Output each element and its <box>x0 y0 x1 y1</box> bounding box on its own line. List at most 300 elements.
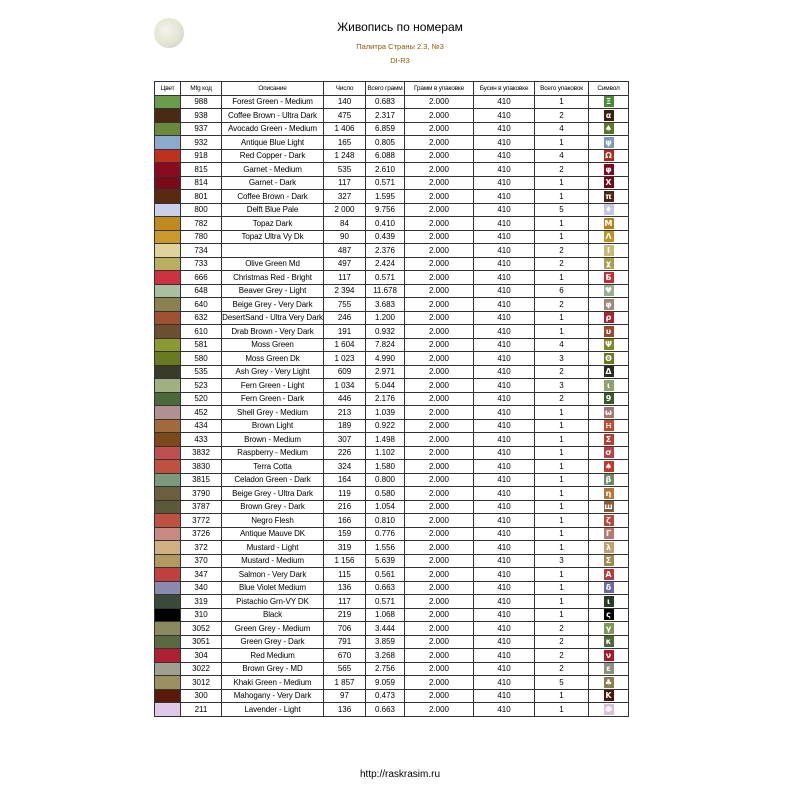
col-header-mfg: Mfg код <box>181 82 222 96</box>
grams-per-pack-cell: 2.000 <box>405 257 474 271</box>
total-grams-cell: 1.054 <box>366 500 405 514</box>
table-row <box>155 460 629 474</box>
description-cell: Lavender - Light <box>222 703 324 717</box>
table-row <box>155 338 629 352</box>
count-cell: 246 <box>324 311 366 325</box>
total-grams-cell: 0.571 <box>366 176 405 190</box>
count-cell: 97 <box>324 689 366 703</box>
symbol-cell <box>589 325 629 339</box>
grams-per-pack-cell: 2.000 <box>405 190 474 204</box>
beads-per-pack-cell: 410 <box>474 311 535 325</box>
beads-per-pack-cell: 410 <box>474 554 535 568</box>
beads-per-pack-cell: 410 <box>474 676 535 690</box>
total-grams-cell: 2.424 <box>366 257 405 271</box>
beads-per-pack-cell: 410 <box>474 649 535 663</box>
grams-per-pack-cell: 2.000 <box>405 433 474 447</box>
total-packs-cell: 5 <box>535 676 589 690</box>
mfg-code-cell: 937 <box>181 122 222 136</box>
symbol-cell <box>589 568 629 582</box>
count-cell: 166 <box>324 514 366 528</box>
count-cell: 164 <box>324 473 366 487</box>
beads-per-pack-cell: 410 <box>474 338 535 352</box>
description-cell: Green Grey - Dark <box>222 635 324 649</box>
palette-table <box>154 81 629 717</box>
total-packs-cell: 2 <box>535 163 589 177</box>
color-swatch <box>155 122 181 136</box>
description-cell: Antique Blue Light <box>222 136 324 150</box>
color-swatch <box>155 406 181 420</box>
symbol-glyph: Δ <box>605 367 612 377</box>
total-packs-cell: 4 <box>535 149 589 163</box>
description-cell: Fern Green - Light <box>222 379 324 393</box>
palette-subtitle: Палитра Страны 2.3, №3 <box>356 42 444 51</box>
description-cell: Fern Green - Dark <box>222 392 324 406</box>
table-row <box>155 109 629 123</box>
color-swatch <box>155 514 181 528</box>
symbol-glyph: Θ <box>605 353 612 363</box>
table-row <box>155 419 629 433</box>
grams-per-pack-cell: 2.000 <box>405 541 474 555</box>
total-grams-cell: 2.756 <box>366 662 405 676</box>
total-grams-cell: 0.571 <box>366 271 405 285</box>
symbol-cell <box>589 352 629 366</box>
symbol-cell <box>589 635 629 649</box>
color-swatch <box>155 136 181 150</box>
beads-per-pack-cell: 410 <box>474 257 535 271</box>
color-swatch <box>155 541 181 555</box>
symbol-cell <box>589 379 629 393</box>
description-cell: Moss Green Dk <box>222 352 324 366</box>
description-cell: Christmas Red - Bright <box>222 271 324 285</box>
count-cell: 535 <box>324 163 366 177</box>
total-grams-cell: 3.859 <box>366 635 405 649</box>
count-cell: 1 406 <box>324 122 366 136</box>
total-packs-cell: 1 <box>535 689 589 703</box>
mfg-code-cell: 932 <box>181 136 222 150</box>
color-swatch <box>155 149 181 163</box>
symbol-glyph: Ω <box>605 151 612 161</box>
total-grams-cell: 0.571 <box>366 595 405 609</box>
total-grams-cell: 2.376 <box>366 244 405 258</box>
symbol-cell <box>589 527 629 541</box>
symbol-glyph: M <box>604 218 613 228</box>
total-packs-cell: 3 <box>535 554 589 568</box>
beads-per-pack-cell: 410 <box>474 271 535 285</box>
total-grams-cell: 0.776 <box>366 527 405 541</box>
total-grams-cell: 1.595 <box>366 190 405 204</box>
symbol-cell <box>589 514 629 528</box>
beads-per-pack-cell: 410 <box>474 163 535 177</box>
count-cell: 497 <box>324 257 366 271</box>
grams-per-pack-cell: 2.000 <box>405 244 474 258</box>
color-swatch <box>155 554 181 568</box>
count-cell: 115 <box>324 568 366 582</box>
color-swatch <box>155 581 181 595</box>
grams-per-pack-cell: 2.000 <box>405 608 474 622</box>
count-cell: 791 <box>324 635 366 649</box>
table-row <box>155 203 629 217</box>
mfg-code-cell: 520 <box>181 392 222 406</box>
color-swatch <box>155 487 181 501</box>
total-packs-cell: 1 <box>535 581 589 595</box>
grams-per-pack-cell: 2.000 <box>405 176 474 190</box>
description-cell: Beige Grey - Very Dark <box>222 298 324 312</box>
grams-per-pack-cell: 2.000 <box>405 379 474 393</box>
description-cell: Forest Green - Medium <box>222 95 324 109</box>
description-cell: Black <box>222 608 324 622</box>
grams-per-pack-cell: 2.000 <box>405 622 474 636</box>
total-packs-cell: 4 <box>535 122 589 136</box>
symbol-glyph: ♥ <box>604 286 613 296</box>
total-packs-cell: 2 <box>535 244 589 258</box>
description-cell: Brown Light <box>222 419 324 433</box>
mfg-code-cell: 3051 <box>181 635 222 649</box>
color-swatch <box>155 500 181 514</box>
table-row <box>155 284 629 298</box>
mfg-code-cell: 300 <box>181 689 222 703</box>
total-grams-cell: 1.102 <box>366 446 405 460</box>
count-cell: 213 <box>324 406 366 420</box>
symbol-cell <box>589 406 629 420</box>
table-row <box>155 568 629 582</box>
symbol-cell <box>589 392 629 406</box>
mfg-code-cell: 782 <box>181 217 222 231</box>
color-swatch <box>155 433 181 447</box>
symbol-glyph: λ <box>604 542 614 553</box>
symbol-glyph: Σ <box>604 434 614 445</box>
description-cell: Olive Green Md <box>222 257 324 271</box>
total-grams-cell: 4.990 <box>366 352 405 366</box>
col-header-color: Цвет <box>155 82 181 96</box>
total-packs-cell: 1 <box>535 95 589 109</box>
total-grams-cell: 0.410 <box>366 217 405 231</box>
symbol-cell <box>589 595 629 609</box>
beads-per-pack-cell: 410 <box>474 460 535 474</box>
beads-per-pack-cell: 410 <box>474 527 535 541</box>
grams-per-pack-cell: 2.000 <box>405 311 474 325</box>
grams-per-pack-cell: 2.000 <box>405 149 474 163</box>
col-header-description: Описание <box>222 82 324 96</box>
table-row <box>155 406 629 420</box>
beads-per-pack-cell: 410 <box>474 487 535 501</box>
beads-per-pack-cell: 410 <box>474 365 535 379</box>
footer-url[interactable]: http://raskrasim.ru <box>359 769 441 780</box>
grams-per-pack-cell: 2.000 <box>405 527 474 541</box>
total-packs-cell: 1 <box>535 460 589 474</box>
total-grams-cell: 0.473 <box>366 689 405 703</box>
mfg-code-cell: 3830 <box>181 460 222 474</box>
color-swatch <box>155 203 181 217</box>
total-grams-cell: 0.800 <box>366 473 405 487</box>
grams-per-pack-cell: 2.000 <box>405 568 474 582</box>
count-cell: 446 <box>324 392 366 406</box>
table-row <box>155 581 629 595</box>
grams-per-pack-cell: 2.000 <box>405 703 474 717</box>
beads-per-pack-cell: 410 <box>474 662 535 676</box>
count-cell: 117 <box>324 176 366 190</box>
beads-per-pack-cell: 410 <box>474 419 535 433</box>
beads-per-pack-cell: 410 <box>474 608 535 622</box>
count-cell: 324 <box>324 460 366 474</box>
symbol-cell <box>589 176 629 190</box>
col-header-grams-per-pack: Грамм в упаковке <box>405 82 474 96</box>
total-grams-cell: 0.561 <box>366 568 405 582</box>
beads-per-pack-cell: 410 <box>474 136 535 150</box>
symbol-glyph: ρ <box>604 312 614 323</box>
table-row <box>155 325 629 339</box>
total-packs-cell: 2 <box>535 662 589 676</box>
count-cell: 706 <box>324 622 366 636</box>
total-packs-cell: 3 <box>535 352 589 366</box>
count-cell: 189 <box>324 419 366 433</box>
col-header-symbol: Символ <box>589 82 629 96</box>
symbol-glyph: Ξ <box>604 96 614 107</box>
symbol-cell <box>589 149 629 163</box>
grams-per-pack-cell: 2.000 <box>405 109 474 123</box>
symbol-cell <box>589 487 629 501</box>
symbol-glyph: Σ <box>604 555 614 566</box>
total-grams-cell: 1.498 <box>366 433 405 447</box>
table-row <box>155 298 629 312</box>
total-grams-cell: 1.580 <box>366 460 405 474</box>
color-swatch <box>155 271 181 285</box>
color-swatch <box>155 419 181 433</box>
table-row <box>155 608 629 622</box>
grams-per-pack-cell: 2.000 <box>405 352 474 366</box>
color-swatch <box>155 595 181 609</box>
symbol-glyph: ω <box>605 407 612 417</box>
mfg-code-cell: 3832 <box>181 446 222 460</box>
symbol-glyph: ψ <box>605 137 612 147</box>
beads-per-pack-cell: 410 <box>474 689 535 703</box>
table-header-row <box>155 82 629 96</box>
count-cell: 136 <box>324 703 366 717</box>
total-grams-cell: 7.824 <box>366 338 405 352</box>
grams-per-pack-cell: 2.000 <box>405 473 474 487</box>
color-swatch <box>155 109 181 123</box>
table-row <box>155 487 629 501</box>
symbol-glyph: σ <box>605 448 612 458</box>
total-grams-cell: 0.439 <box>366 230 405 244</box>
total-packs-cell: 1 <box>535 595 589 609</box>
mfg-code-cell: 581 <box>181 338 222 352</box>
mfg-code-cell: 780 <box>181 230 222 244</box>
count-cell: 84 <box>324 217 366 231</box>
table-row <box>155 95 629 109</box>
symbol-cell <box>589 446 629 460</box>
beads-per-pack-cell: 410 <box>474 406 535 420</box>
table-row <box>155 311 629 325</box>
symbol-glyph: φ <box>605 164 612 174</box>
symbol-glyph: π <box>605 191 612 201</box>
symbol-cell <box>589 649 629 663</box>
symbol-glyph: η <box>604 488 614 499</box>
count-cell: 565 <box>324 662 366 676</box>
beads-per-pack-cell: 410 <box>474 149 535 163</box>
symbol-glyph: ι <box>604 380 614 391</box>
description-cell: Garnet - Medium <box>222 163 324 177</box>
color-swatch <box>155 662 181 676</box>
symbol-cell <box>589 419 629 433</box>
symbol-glyph: Λ <box>605 232 612 242</box>
total-grams-cell: 2.317 <box>366 109 405 123</box>
beads-per-pack-cell: 410 <box>474 379 535 393</box>
total-packs-cell: 1 <box>535 568 589 582</box>
color-swatch <box>155 217 181 231</box>
description-cell: Coffee Brown - Dark <box>222 190 324 204</box>
table-row <box>155 176 629 190</box>
symbol-cell <box>589 257 629 271</box>
table-row <box>155 190 629 204</box>
count-cell: 319 <box>324 541 366 555</box>
table-row <box>155 649 629 663</box>
total-packs-cell: 2 <box>535 257 589 271</box>
mfg-code-cell: 535 <box>181 365 222 379</box>
grams-per-pack-cell: 2.000 <box>405 635 474 649</box>
symbol-cell <box>589 217 629 231</box>
beads-per-pack-cell: 410 <box>474 95 535 109</box>
description-cell: Pistachio Grn-VY DK <box>222 595 324 609</box>
total-packs-cell: 5 <box>535 203 589 217</box>
symbol-glyph: ♠ <box>604 124 613 134</box>
symbol-cell <box>589 500 629 514</box>
mfg-code-cell: 733 <box>181 257 222 271</box>
color-swatch <box>155 446 181 460</box>
mfg-code-cell: 370 <box>181 554 222 568</box>
total-packs-cell: 3 <box>535 379 589 393</box>
mfg-code-cell: 304 <box>181 649 222 663</box>
grams-per-pack-cell: 2.000 <box>405 325 474 339</box>
total-packs-cell: 1 <box>535 325 589 339</box>
beads-per-pack-cell: 410 <box>474 190 535 204</box>
total-grams-cell: 0.580 <box>366 487 405 501</box>
grams-per-pack-cell: 2.000 <box>405 203 474 217</box>
description-cell: Coffee Brown - Ultra Dark <box>222 109 324 123</box>
symbol-cell <box>589 541 629 555</box>
description-cell: Blue Violet Medium <box>222 581 324 595</box>
table-row <box>155 500 629 514</box>
grams-per-pack-cell: 2.000 <box>405 689 474 703</box>
symbol-glyph: υ <box>604 326 614 337</box>
total-grams-cell: 3.444 <box>366 622 405 636</box>
mfg-code-cell: 3772 <box>181 514 222 528</box>
beads-per-pack-cell: 410 <box>474 352 535 366</box>
symbol-glyph: X <box>605 178 612 188</box>
total-grams-cell: 0.663 <box>366 581 405 595</box>
beads-per-pack-cell: 410 <box>474 325 535 339</box>
symbol-glyph: K <box>605 691 612 701</box>
description-cell <box>222 244 324 258</box>
description-cell: Salmon - Very Dark <box>222 568 324 582</box>
symbol-cell <box>589 136 629 150</box>
mfg-code-cell: 3787 <box>181 500 222 514</box>
symbol-glyph: ι <box>604 596 614 607</box>
grams-per-pack-cell: 2.000 <box>405 365 474 379</box>
table-row <box>155 527 629 541</box>
count-cell: 117 <box>324 595 366 609</box>
total-packs-cell: 1 <box>535 419 589 433</box>
color-swatch <box>155 689 181 703</box>
total-packs-cell: 2 <box>535 365 589 379</box>
symbol-glyph: ε <box>604 663 614 674</box>
mfg-code-cell: 640 <box>181 298 222 312</box>
total-packs-cell: 1 <box>535 311 589 325</box>
count-cell: 1 857 <box>324 676 366 690</box>
beads-per-pack-cell: 410 <box>474 635 535 649</box>
mfg-code-cell: 734 <box>181 244 222 258</box>
grams-per-pack-cell: 2.000 <box>405 95 474 109</box>
symbol-glyph: ♦ <box>604 205 613 215</box>
count-cell: 487 <box>324 244 366 258</box>
symbol-cell <box>589 163 629 177</box>
grams-per-pack-cell: 2.000 <box>405 406 474 420</box>
mfg-code-cell: 434 <box>181 419 222 433</box>
table-row <box>155 163 629 177</box>
total-packs-cell: 2 <box>535 622 589 636</box>
description-cell: Mustard - Medium <box>222 554 324 568</box>
color-swatch <box>155 257 181 271</box>
description-cell: Topaz Ultra Vy Dk <box>222 230 324 244</box>
col-header-total-grams: Всего грамм <box>366 82 405 96</box>
color-swatch <box>155 163 181 177</box>
mfg-code-cell: 648 <box>181 284 222 298</box>
table-row <box>155 122 629 136</box>
count-cell: 117 <box>324 271 366 285</box>
description-cell: Beige Grey - Ultra Dark <box>222 487 324 501</box>
color-swatch <box>155 676 181 690</box>
description-cell: Beaver Grey - Light <box>222 284 324 298</box>
symbol-cell <box>589 190 629 204</box>
grams-per-pack-cell: 2.000 <box>405 649 474 663</box>
table-row <box>155 622 629 636</box>
beads-per-pack-cell: 410 <box>474 298 535 312</box>
description-cell: Celadon Green - Dark <box>222 473 324 487</box>
palette-code: DI-R3 <box>390 56 410 65</box>
symbol-glyph: Φ <box>605 704 612 714</box>
total-packs-cell: 1 <box>535 230 589 244</box>
symbol-glyph: ш <box>604 502 613 512</box>
total-grams-cell: 5.044 <box>366 379 405 393</box>
beads-per-pack-cell: 410 <box>474 581 535 595</box>
count-cell: 1 604 <box>324 338 366 352</box>
color-swatch <box>155 527 181 541</box>
beads-per-pack-cell: 410 <box>474 500 535 514</box>
symbol-glyph: φ <box>605 299 612 309</box>
grams-per-pack-cell: 2.000 <box>405 271 474 285</box>
mfg-code-cell: 319 <box>181 595 222 609</box>
grams-per-pack-cell: 2.000 <box>405 676 474 690</box>
total-grams-cell: 11.678 <box>366 284 405 298</box>
count-cell: 307 <box>324 433 366 447</box>
symbol-cell <box>589 95 629 109</box>
mfg-code-cell: 800 <box>181 203 222 217</box>
total-grams-cell: 2.971 <box>366 365 405 379</box>
count-cell: 140 <box>324 95 366 109</box>
grams-per-pack-cell: 2.000 <box>405 163 474 177</box>
symbol-cell <box>589 473 629 487</box>
total-packs-cell: 1 <box>535 136 589 150</box>
total-grams-cell: 1.200 <box>366 311 405 325</box>
total-grams-cell: 6.088 <box>366 149 405 163</box>
description-cell: Antique Mauve DK <box>222 527 324 541</box>
description-cell: Khaki Green - Medium <box>222 676 324 690</box>
symbol-glyph: κ <box>604 636 614 647</box>
symbol-glyph: Ι <box>604 245 614 256</box>
description-cell: Brown - Medium <box>222 433 324 447</box>
mfg-code-cell: 580 <box>181 352 222 366</box>
beads-per-pack-cell: 410 <box>474 622 535 636</box>
description-cell: Green Grey - Medium <box>222 622 324 636</box>
